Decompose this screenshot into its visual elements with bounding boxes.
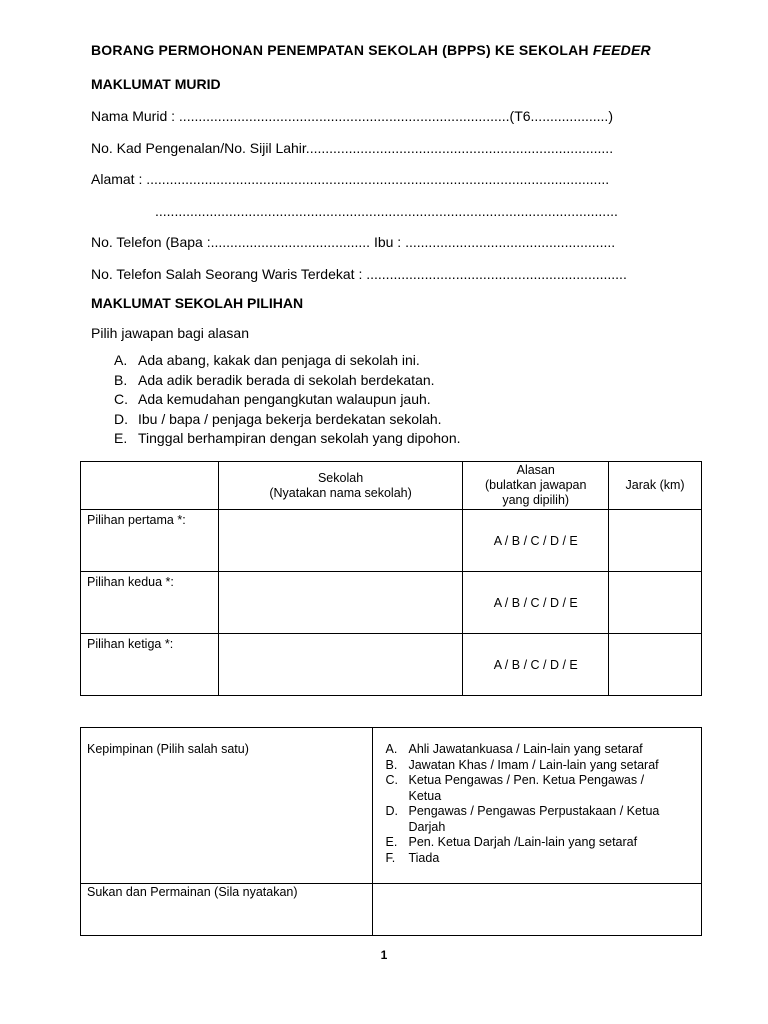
list-item-continuation: Ketua [408,788,442,803]
student-ic-line[interactable]: No. Kad Pengenalan/No. Sijil Lahir............................................................................... [91,140,614,156]
activity-table [80,727,702,936]
form-title: BORANG PERMOHONAN PENEMPATAN SEKOLAH (BPPS) KE SEKOLAH FEEDER [91,42,651,58]
choice-label: Pilihan pertama *: [81,510,219,572]
guardian-phone-line[interactable]: No. Telefon Salah Seorang Waris Terdekat : ................................................................... [91,266,627,282]
parent-phone-line[interactable]: No. Telefon (Bapa :......................................... Ibu : ...................................................... [91,234,616,250]
distance-cell[interactable] [609,510,702,572]
school-name-cell[interactable] [218,510,463,572]
page-number: 1 [380,948,388,962]
header-reason: Alasan (bulatkan jawapan yang dipilih) [463,462,609,510]
school-name-cell[interactable] [218,572,463,634]
student-name-line[interactable]: Nama Murid : .....................................................................................(T6....................) [91,108,613,124]
list-item[interactable]: B. Jawatan Khas / Imam / Lain-lain yang setaraf [385,757,659,772]
distance-cell[interactable] [609,572,702,634]
list-item-continuation: Darjah [408,819,446,834]
reason-prompt: Pilih jawapan bagi alasan [91,325,249,341]
reason-item: E. Tinggal berhampiran dengan sekolah yang dipohon. [114,430,461,446]
table-row [81,634,702,696]
header-distance: Jarak (km) [609,462,702,510]
reason-options-cell[interactable]: A / B / C / D / E [463,634,609,696]
leadership-options-cell[interactable] [373,728,702,884]
school-name-cell[interactable] [218,634,463,696]
table-header-row [81,462,702,510]
list-item[interactable]: C. Ketua Pengawas / Pen. Ketua Pengawas / [385,773,645,787]
distance-cell[interactable] [609,634,702,696]
student-address-line[interactable]: Alamat : ....................................................................................................................... [91,171,610,187]
reason-item: B. Ada adik beradik berada di sekolah berdekatan. [114,371,435,388]
list-item[interactable]: F. Tiada [385,850,440,865]
table-row [81,572,702,634]
sports-row [81,884,702,936]
sports-input-cell[interactable] [373,884,702,936]
choice-label: Pilihan kedua *: [81,572,219,634]
leadership-label: Kepimpinan (Pilih salah satu) [81,728,373,884]
section-heading-school: MAKLUMAT SEKOLAH PILIHAN [91,295,304,311]
reason-options-cell[interactable]: A / B / C / D / E [463,572,609,634]
section-heading-student: MAKLUMAT MURID [91,76,221,92]
leadership-row [81,728,702,884]
reason-item: C. Ada kemudahan pengangkutan walaupun jauh. [114,391,431,407]
reason-item: D. Ibu / bapa / penjaga bekerja berdekatan sekolah. [114,410,442,427]
reason-options-cell[interactable]: A / B / C / D / E [463,510,609,572]
choice-label: Pilihan ketiga *: [81,634,219,696]
student-address-line-2[interactable]: ....................................................................................................................... [155,203,618,219]
form-title-italic: FEEDER [592,42,651,58]
list-item[interactable]: E. Pen. Ketua Darjah /Lain-lain yang setaraf [385,835,638,849]
list-item[interactable]: D. Pengawas / Pengawas Perpustakaan / Ketua [385,804,660,818]
header-school: Sekolah (Nyatakan nama sekolah) [218,462,463,510]
table-row [81,510,702,572]
header-blank-cell [81,462,219,510]
reason-item: A. Ada abang, kakak dan penjaga di sekolah ini. [114,352,420,368]
leadership-options-list [379,742,701,866]
reason-list [114,351,461,449]
list-item[interactable]: A. Ahli Jawatankuasa / Lain-lain yang setaraf [385,742,643,756]
sports-label: Sukan dan Permainan (Sila nyatakan) [81,884,373,936]
school-choice-table [80,461,702,696]
